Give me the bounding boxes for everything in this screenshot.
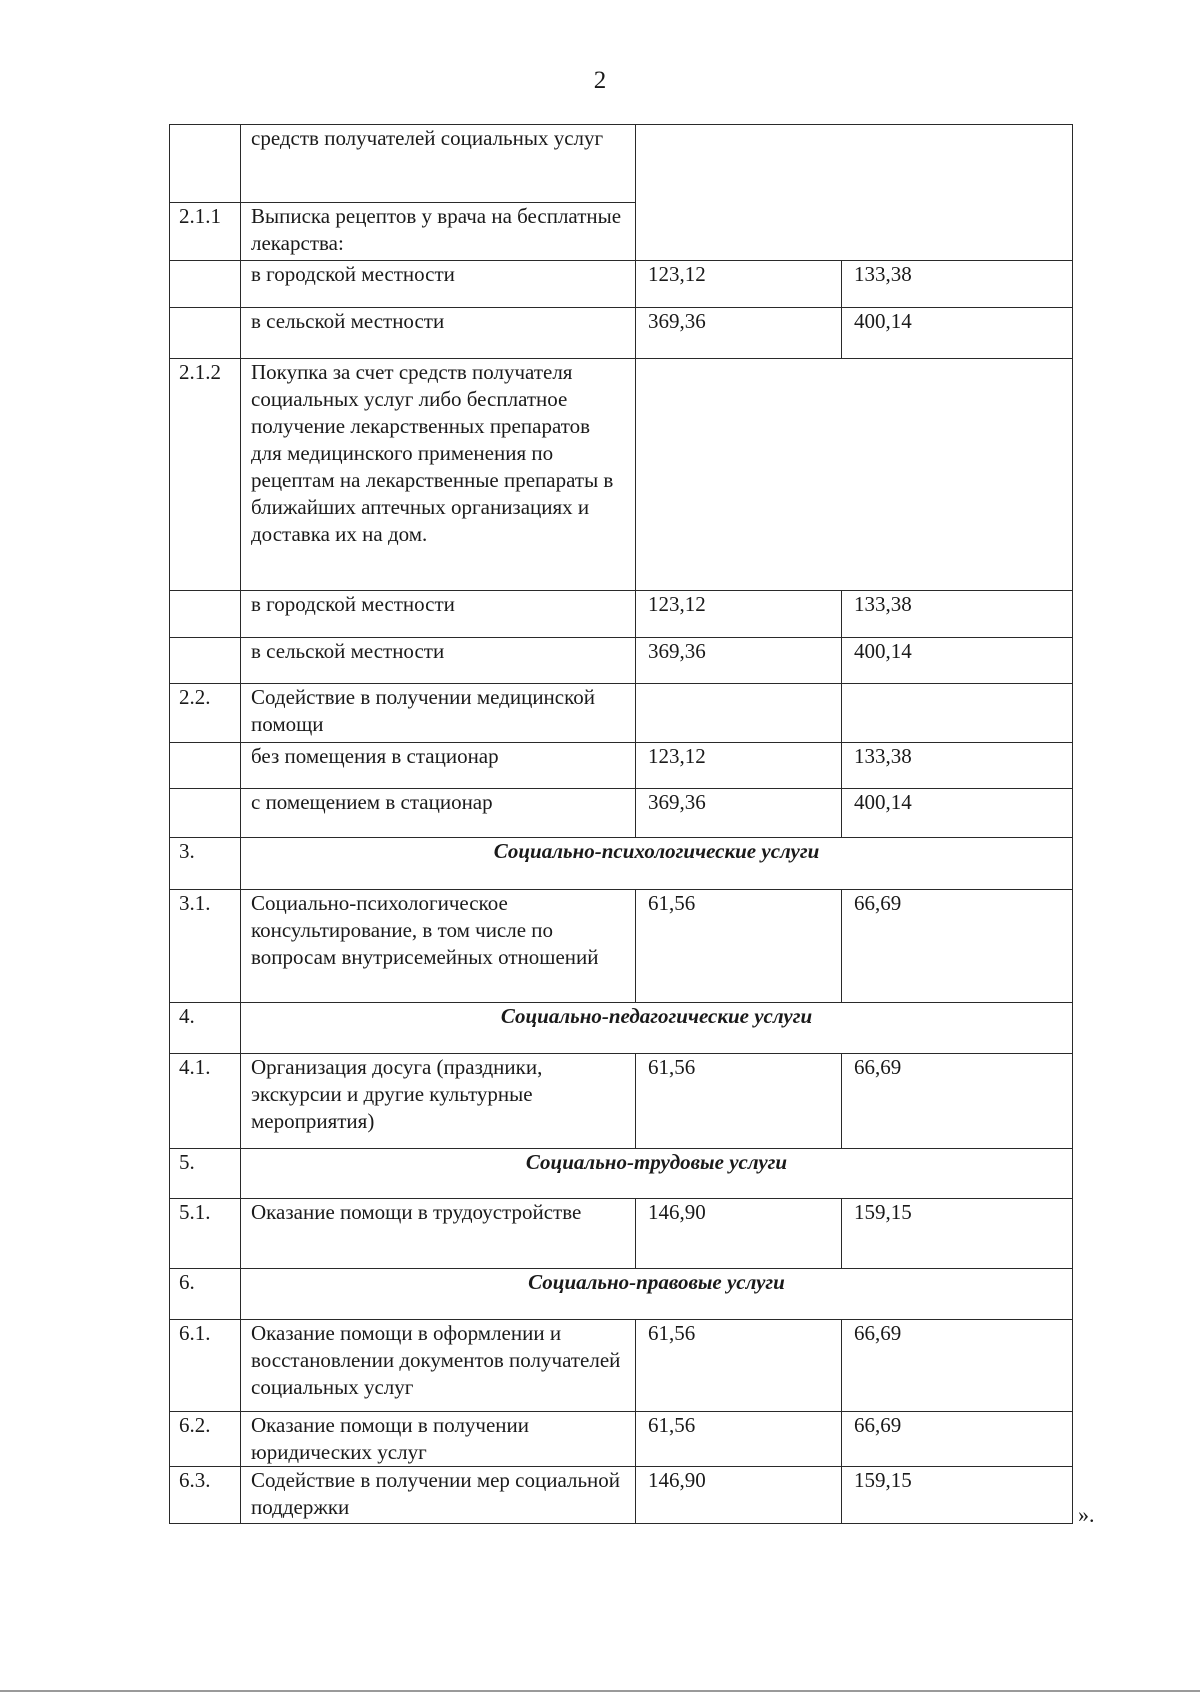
row-number: 3.1. <box>170 890 241 1003</box>
row-number <box>170 789 241 838</box>
table-row <box>170 638 1073 684</box>
page-number: 2 <box>593 67 607 94</box>
row-number <box>170 638 241 684</box>
service-name: Организация досуга (праздники, экскурсии и другие культурные мероприятия) <box>241 1054 636 1149</box>
price-value-2: 133,38 <box>842 591 1073 638</box>
table-row <box>170 743 1073 789</box>
services-tariff-table <box>169 124 1073 1524</box>
service-name: Оказание помощи в трудоустройстве <box>241 1199 636 1269</box>
table-row <box>170 1054 1073 1149</box>
table-row <box>170 1320 1073 1412</box>
table-row <box>170 1199 1073 1269</box>
service-name: в городской местности <box>241 591 636 638</box>
price-value-1: 61,56 <box>636 1412 842 1467</box>
section-row <box>170 1149 1073 1199</box>
row-number: 2.1.2 <box>170 359 241 591</box>
closing-quote: ». <box>1078 1502 1095 1527</box>
row-number: 6.1. <box>170 1320 241 1412</box>
service-name: с помещением в стационар <box>241 789 636 838</box>
section-number: 5. <box>170 1149 241 1199</box>
price-value-1: 61,56 <box>636 890 842 1003</box>
table-row <box>170 1467 1073 1524</box>
service-name: в городской местности <box>241 261 636 308</box>
section-number: 4. <box>170 1003 241 1054</box>
price-value-2: 159,15 <box>842 1467 1073 1524</box>
table-row <box>170 591 1073 638</box>
price-value-1: 61,56 <box>636 1320 842 1412</box>
service-name: Оказание помощи в оформлении и восстановлении документов получателей социальных услуг <box>241 1320 636 1412</box>
price-value-1: 369,36 <box>636 789 842 838</box>
section-heading: Социально-психологические услуги <box>241 838 1073 890</box>
price-rural-value: 133,38 <box>842 261 1073 308</box>
section-heading: Социально-педагогические услуги <box>241 1003 1073 1054</box>
table-row <box>170 1412 1073 1467</box>
bottom-scan-edge <box>0 1690 1200 1692</box>
price-value-1: 369,36 <box>636 638 842 684</box>
price-value-2: 66,69 <box>842 1412 1073 1467</box>
service-name: Оказание помощи в получении юридических услуг <box>241 1412 636 1467</box>
price-value-2: 400,14 <box>842 638 1073 684</box>
price-value-2: 66,69 <box>842 890 1073 1003</box>
table-row <box>170 261 1073 308</box>
row-number <box>170 308 241 359</box>
price-value-2: 159,15 <box>842 1199 1073 1269</box>
service-name: в сельской местности <box>241 308 636 359</box>
table-row <box>170 684 1073 743</box>
price-value-1: 123,12 <box>636 743 842 789</box>
price-value-2: 133,38 <box>842 743 1073 789</box>
price-value-2: 400,14 <box>842 308 1073 359</box>
price-value-1: 61,56 <box>636 1054 842 1149</box>
section-heading: Социально-трудовые услуги <box>241 1149 1073 1199</box>
service-name: Социально-психологическое консультирование, в том числе по вопросам внутрисемейных отношений <box>241 890 636 1003</box>
section-row <box>170 1003 1073 1054</box>
section-number: 6. <box>170 1269 241 1320</box>
row-number <box>170 591 241 638</box>
table-row <box>170 890 1073 1003</box>
row-number: 2.1.1 <box>170 203 241 261</box>
price-value-1: 123,12 <box>636 591 842 638</box>
section-heading: Социально-правовые услуги <box>241 1269 1073 1320</box>
row-number: 2.2. <box>170 684 241 743</box>
service-name: Выписка рецептов у врача на бесплатные лекарства: <box>241 203 636 261</box>
table-row <box>170 125 1073 203</box>
service-name: Содействие в получении мер социальной поддержки <box>241 1467 636 1524</box>
service-name: Содействие в получении медицинской помощи <box>241 684 636 743</box>
service-name: Покупка за счет средств получателя социальных услуг либо бесплатное получение лекарственных препаратов для медицинского применения по рецептам на лекарственные препараты в ближайших аптечных организациях и доставка их на дом. <box>241 359 636 591</box>
row-number <box>170 743 241 789</box>
row-number: 5.1. <box>170 1199 241 1269</box>
section-number: 3. <box>170 838 241 890</box>
section-row <box>170 1269 1073 1320</box>
price-value-2: 400,14 <box>842 789 1073 838</box>
price-value-2: 66,69 <box>842 1054 1073 1149</box>
service-name: в сельской местности <box>241 638 636 684</box>
section-row <box>170 838 1073 890</box>
row-number <box>170 125 241 203</box>
empty-value-cell <box>842 684 1073 743</box>
empty-value-cell <box>636 125 1073 261</box>
price-value-1: 146,90 <box>636 1199 842 1269</box>
row-number <box>170 261 241 308</box>
price-value-1: 369,36 <box>636 308 842 359</box>
row-number: 6.3. <box>170 1467 241 1524</box>
price-value-2: 66,69 <box>842 1320 1073 1412</box>
price-value-1: 146,90 <box>636 1467 842 1524</box>
empty-value-cell <box>636 684 842 743</box>
row-number: 6.2. <box>170 1412 241 1467</box>
service-name: средств получателей социальных услуг <box>241 125 636 203</box>
row-number: 4.1. <box>170 1054 241 1149</box>
table-row <box>170 308 1073 359</box>
table-row <box>170 359 1073 591</box>
price-urban-value: 123,12 <box>636 261 842 308</box>
service-name: без помещения в стационар <box>241 743 636 789</box>
empty-value-cell <box>636 359 1073 591</box>
table-row <box>170 789 1073 838</box>
